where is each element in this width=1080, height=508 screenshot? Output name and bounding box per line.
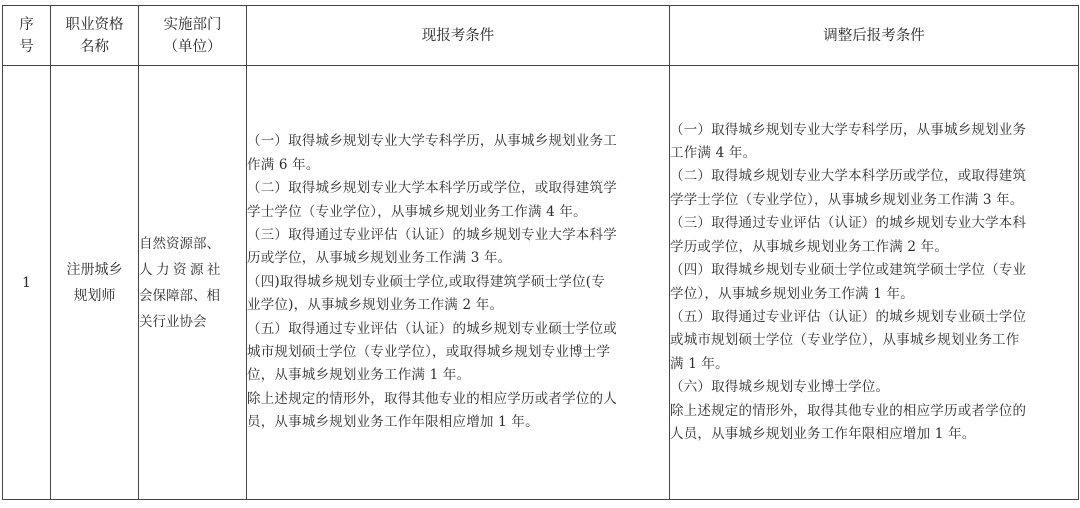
- header-current-conditions: 现报考条件: [247, 6, 670, 66]
- header-adjusted-conditions: 调整后报考条件: [670, 6, 1079, 66]
- adjusted-condition-line: 除上述规定的情形外，取得其他专业的相应学历或者学位的: [670, 402, 1027, 419]
- adjusted-condition-line: （五）取得通过专业评估（认证）的城乡规划专业硕士学位: [670, 308, 1027, 325]
- header-department: [139, 6, 247, 66]
- header-department-line2: （单位）: [163, 38, 222, 55]
- current-condition-line: 学士学位（专业学位），从事城乡规划业务工作满 4 年。: [247, 203, 587, 220]
- row-current-conditions: [247, 66, 670, 500]
- row-qualification: [51, 66, 139, 500]
- current-condition-line: （一）取得城乡规划专业大学专科学历，从事城乡规划业务工: [247, 133, 617, 150]
- header-qualification: [51, 6, 139, 66]
- department-line: 人力资源社: [139, 261, 224, 278]
- qualification-line: 注册城乡: [66, 261, 123, 278]
- current-condition-line: （五）取得通过专业评估（认证）的城乡规划专业硕士学位或: [247, 320, 617, 337]
- department-line: 关行业协会: [139, 313, 207, 330]
- row-department: [139, 66, 247, 500]
- current-condition-line: （二）取得城乡规划专业大学本科学历或学位，或取得建筑学: [247, 180, 617, 197]
- qualification-line: 规划师: [73, 287, 116, 304]
- adjusted-condition-line: 学位），从事城乡规划业务工作满 1 年。: [670, 285, 914, 302]
- current-condition-line: 员，从事城乡规划业务工作年限相应增加 1 年。: [247, 414, 539, 431]
- table-row: [3, 66, 1079, 500]
- header-row: [3, 6, 1079, 66]
- adjusted-condition-line: （四）取得城乡规划专业硕士学位或建筑学硕士学位（专业: [670, 262, 1027, 279]
- adjusted-condition-line: 工作满 4 年。: [670, 145, 757, 162]
- header-seq-line1: 序: [19, 16, 34, 33]
- adjusted-condition-line: （六）取得城乡规划专业博士学位。: [670, 379, 890, 396]
- adjusted-condition-line: 学学士学位（专业学位），从事城乡规划业务工作满 3 年。: [670, 191, 1024, 208]
- adjusted-condition-line: 人员，从事城乡规划业务工作年限相应增加 1 年。: [670, 425, 976, 442]
- current-condition-line: 作满 6 年。: [247, 156, 320, 173]
- current-condition-line: （三）取得通过专业评估（认证）的城乡规划专业大学本科学: [247, 226, 617, 243]
- header-seq-line2: 号: [19, 38, 34, 55]
- current-condition-line: 历或学位，从事城乡规划业务工作满 3 年。: [247, 250, 512, 267]
- adjusted-condition-line: 或城市规划硕士学位（专业学位），从事城乡规划业务工作: [670, 332, 1020, 349]
- row-seq: 1: [3, 66, 51, 500]
- adjusted-condition-line: 学历或学位，从事城乡规划业务工作满 2 年。: [670, 238, 949, 255]
- current-condition-line: 位，从事城乡规划业务工作满 1 年。: [247, 367, 471, 384]
- header-qualification-line1: 职业资格: [65, 16, 124, 33]
- current-condition-line: 城市规划硕士学位（专业学位），或取得城乡规划专业博士学: [247, 344, 611, 361]
- header-qualification-line2: 名称: [80, 38, 109, 55]
- adjusted-condition-line: （三）取得通过专业评估（认证）的城乡规划专业大学本科: [670, 215, 1027, 232]
- adjusted-condition-line: 满 1 年。: [670, 355, 729, 372]
- header-department-line1: 实施部门: [163, 16, 222, 33]
- current-condition-line: 除上述规定的情形外，取得其他专业的相应学历或者学位的人: [247, 390, 617, 407]
- exam-conditions-table: [2, 5, 1079, 500]
- adjusted-condition-line: （一）取得城乡规划专业大学专科学历，从事城乡规划业务: [670, 121, 1027, 138]
- current-condition-line: 业学位)，从事城乡规划业务工作满 2 年。: [247, 297, 504, 314]
- department-line: 自然资源部、: [139, 235, 220, 252]
- adjusted-condition-line: （二）取得城乡规划专业大学本科学历或学位，或取得建筑: [670, 168, 1027, 185]
- department-line: 会保障部、相: [139, 287, 220, 304]
- current-condition-line: （四)取得城乡规划专业硕士学位,或取得建筑学硕士学位(专: [247, 273, 605, 290]
- header-seq: [3, 6, 51, 66]
- row-adjusted-conditions: [670, 66, 1079, 500]
